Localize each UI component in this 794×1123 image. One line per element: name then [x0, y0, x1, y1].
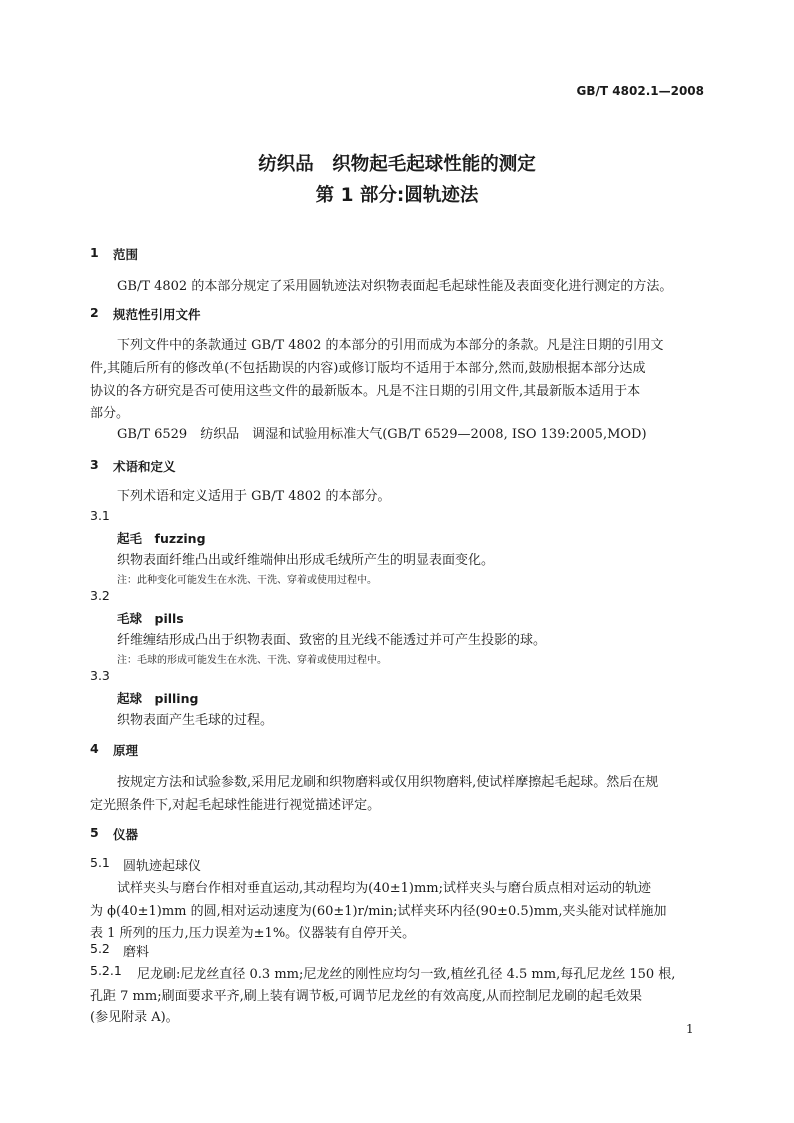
document-subtitle: 第 1 部分:圆轨迹法	[315, 185, 479, 206]
section-number: 5	[90, 825, 99, 840]
page-number: 1	[686, 1022, 694, 1036]
term-title: 起毛 fuzzing	[117, 531, 206, 546]
term-definition: 织物表面纤维凸出或纤维端伸出形成毛绒所产生的明显表面变化。	[117, 553, 495, 568]
paragraph-line: 定光照条件下,对起毛起球性能进行视觉描述评定。	[90, 798, 381, 813]
paragraph-line: 协议的各方研究是否可使用这些文件的最新版本。凡是不注日期的引用文件,其最新版本适用于本	[90, 384, 641, 399]
subsection-number: 5.2.1	[90, 963, 122, 978]
term-number: 3.3	[90, 668, 110, 683]
paragraph-line: 试样夹头与磨台作相对垂直运动,其动程均为(40±1)mm;试样夹头与磨台质点相对运动的轨迹	[117, 881, 652, 896]
standard-number: GB/T 4802.1—2008	[576, 84, 704, 98]
paragraph-line: 按规定方法和试验参数,采用尼龙刷和织物磨料或仅用织物磨料,使试样摩擦起毛起球。然后在规	[117, 775, 659, 790]
section-heading: 范围	[113, 247, 139, 262]
term-number: 3.1	[90, 508, 110, 523]
subsection-heading: 磨料	[123, 945, 150, 960]
note: 注：毛球的形成可能发生在水洗、干洗、穿着或使用过程中。	[117, 655, 387, 666]
term-title: 毛球 pills	[117, 611, 184, 626]
paragraph-line: 下列文件中的条款通过 GB/T 4802 的本部分的引用而成为本部分的条款。凡是注日期的引用文	[117, 338, 664, 353]
paragraph-line: 下列术语和定义适用于 GB/T 4802 的本部分。	[117, 489, 391, 504]
section-number: 2	[90, 305, 99, 320]
term-definition: 纤维缠结形成凸出于织物表面、致密的且光线不能透过并可产生投影的球。	[117, 633, 547, 648]
paragraph-line: 部分。	[90, 406, 130, 421]
normative-reference: GB/T 6529 纺织品 调湿和试验用标准大气(GB/T 6529—2008, ISO 139:2005,MOD)	[117, 427, 647, 442]
section-heading: 术语和定义	[113, 459, 176, 474]
paragraph-line: (参见附录 A)。	[90, 1010, 179, 1025]
section-heading: 仪器	[113, 827, 139, 842]
document-title: 纺织品 织物起毛起球性能的测定	[258, 154, 536, 175]
section-number: 1	[90, 245, 99, 260]
paragraph-line: 为 ϕ(40±1)mm 的圆,相对运动速度为(60±1)r/min;试样夹环内径(90±0.5)mm,夹头能对试样施加	[90, 904, 667, 919]
subsection-number: 5.1	[90, 855, 110, 870]
paragraph-line: 表 1 所列的压力,压力误差为±1%。仪器装有自停开关。	[90, 926, 416, 941]
paragraph-line: 尼龙刷:尼龙丝直径 0.3 mm;尼龙丝的刚性应均匀一致,植丝孔径 4.5 mm,每孔尼龙丝 150 根,	[137, 967, 676, 982]
subsection-number: 5.2	[90, 941, 110, 956]
section-number: 3	[90, 457, 99, 472]
term-number: 3.2	[90, 588, 110, 603]
section-number: 4	[90, 741, 99, 756]
section-heading: 原理	[113, 743, 139, 758]
term-definition: 织物表面产生毛球的过程。	[117, 713, 274, 728]
note: 注：此种变化可能发生在水洗、干洗、穿着或使用过程中。	[117, 575, 377, 586]
paragraph-line: 孔距 7 mm;刷面要求平齐,刷上装有调节板,可调节尼龙丝的有效高度,从而控制尼龙刷的起毛效果	[90, 989, 642, 1004]
section-heading: 规范性引用文件	[113, 307, 201, 322]
paragraph-line: 件,其随后所有的修改单(不包括勘误的内容)或修订版均不适用于本部分,然而,鼓励根据本部分达成	[90, 361, 646, 376]
term-title: 起球 pilling	[117, 691, 199, 706]
subsection-heading: 圆轨迹起球仪	[123, 859, 202, 874]
paragraph-line: GB/T 4802 的本部分规定了采用圆轨迹法对织物表面起毛起球性能及表面变化进行测定的方法。	[117, 279, 673, 294]
